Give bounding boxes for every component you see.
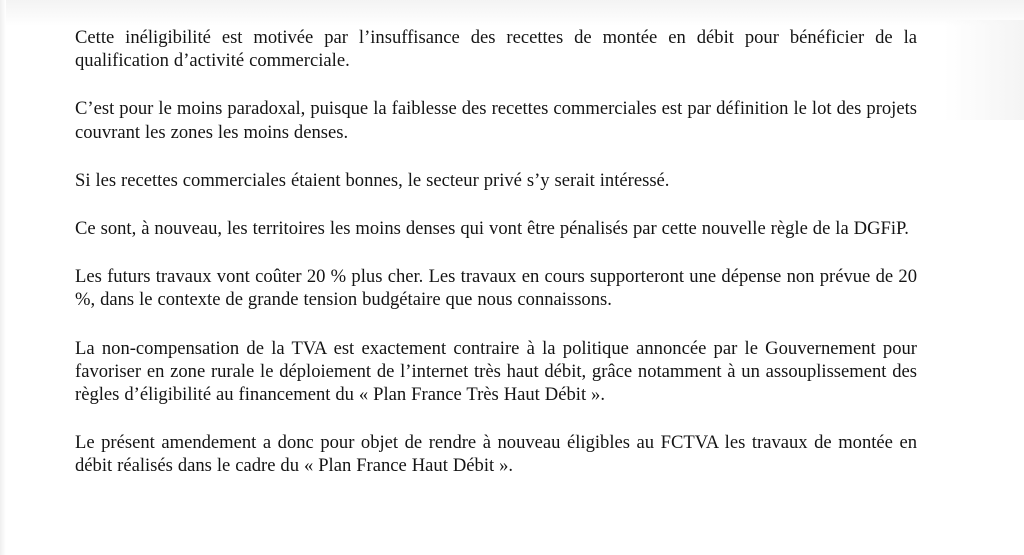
paragraph-private-sector: Si les recettes commerciales étaient bonnes, le secteur privé s’y serait intéressé. [75,169,670,191]
paragraph-paradox: C’est pour le moins paradoxal, puisque la faiblesse des recettes commerciales est par définition le lot des projets couvrant les zones les moins denses. [75,98,917,143]
scan-edge-left [0,0,6,555]
document-body [75,26,917,478]
paragraph-cost: Les futurs travaux vont coûter 20 % plus cher. Les travaux en cours supporteront une dépense non prévue de 20 %, dans le contexte de grande tension budgétaire que nous connaissons. [75,266,917,311]
paragraph-ineligibility: Cette inéligibilité est motivée par l’insuffisance des recettes de montée en débit pour bénéficier de la qualification d’activité commerciale. [75,27,917,72]
scan-edge-right [944,20,1024,120]
paragraph-amendment-object: Le présent amendement a donc pour objet de rendre à nouveau éligibles au FCTVA les travaux de montée en débit réalisés dans le cadre du « Plan France Haut Débit ». [75,432,917,477]
scan-edge-top [0,0,1024,26]
paragraph-tva: La non-compensation de la TVA est exactement contraire à la politique annoncée par le Gouvernement pour favoriser en zone rurale le déploiement de l’internet très haut débit, grâce notamment à un assouplissement des règles d’éligibilité au financement du « Plan France Très Haut Débit ». [75,337,917,406]
paragraph-territories: Ce sont, à nouveau, les territoires les moins denses qui vont être pénalisés par cette nouvelle règle de la DGFiP. [75,218,909,240]
